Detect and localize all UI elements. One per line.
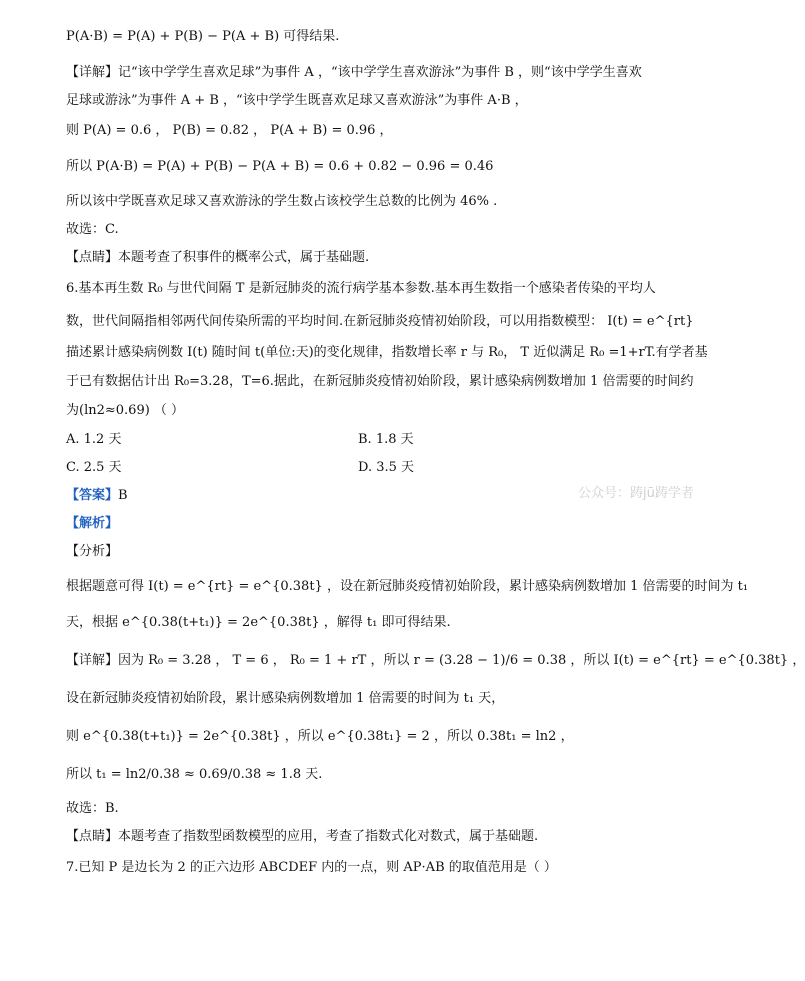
text-line: 则 P(A) = 0.6 ， P(B) = 0.82 ， P(A + B) = 0.96 ， xyxy=(66,123,393,138)
text-line: 【详解】因为 R₀ = 3.28 ， T = 6 ， R₀ = 1 + rT ，所以 r = (3.28 − 1)/6 = 0.38 ，所以 I(t) = e^{rt} = e^{0.38t} ， xyxy=(66,653,805,668)
text-line: 为(ln2≈0.69) （ ） xyxy=(66,403,185,418)
text-line: 则 e^{0.38(t+t₁)} = 2e^{0.38t} ，所以 e^{0.38t₁} = 2 ，所以 0.38t₁ = ln2 ， xyxy=(66,729,574,744)
text-line: 【分析】 xyxy=(66,544,119,559)
text-line: 所以 P(A·B) = P(A) + P(B) − P(A + B) = 0.6 + 0.82 − 0.96 = 0.46 xyxy=(66,159,494,174)
answer-line xyxy=(66,487,128,505)
option-a: A. 1.2 天 xyxy=(66,432,122,447)
text-line: 【点睛】本题考查了积事件的概率公式，属于基础题. xyxy=(66,250,370,265)
text-line: 【点睛】本题考查了指数型函数模型的应用，考查了指数式化对数式，属于基础题. xyxy=(66,829,539,844)
text-line: 设在新冠肺炎疫情初始阶段，累计感染病例数增加 1 倍需要的时间为 t₁ 天， xyxy=(66,691,505,706)
answer-value: B xyxy=(118,488,128,503)
text-line: 足球或游泳”为事件 A + B ，“该中学学生既喜欢足球又喜欢游泳”为事件 A·B ， xyxy=(66,93,528,108)
answer-label: 【答案】 xyxy=(66,488,119,503)
text-line: P(A·B) = P(A) + P(B) − P(A + B) 可得结果. xyxy=(66,29,340,44)
text-line: 根据题意可得 I(t) = e^{rt} = e^{0.38t} ，设在新冠肺炎疫情初始阶段，累计感染病例数增加 1 倍需要的时间为 t₁ xyxy=(66,579,749,594)
option-c: C. 2.5 天 xyxy=(66,460,122,475)
text-line: 所以该中学既喜欢足球又喜欢游泳的学生数占该校学生总数的比例为 46% . xyxy=(66,194,498,209)
question-6-stem: 6.基本再生数 R₀ 与世代间隔 T 是新冠肺炎的流行病学基本参数.基本再生数指一个感染者传染的平均人 xyxy=(66,281,656,296)
text-line: 【详解】记“该中学学生喜欢足球”为事件 A ，“该中学学生喜欢游泳”为事件 B ，则“该中学学生喜欢 xyxy=(66,65,642,80)
text-line: 故选：C. xyxy=(66,222,119,237)
option-d: D. 3.5 天 xyxy=(358,460,415,475)
text-line: 于已有数据估计出 R₀=3.28，T=6.据此，在新冠肺炎疫情初始阶段，累计感染病例数增加 1 倍需要的时间约 xyxy=(66,374,694,389)
text-line: 故选：B. xyxy=(66,801,119,816)
text-line: 所以 t₁ = ln2/0.38 ≈ 0.69/0.38 ≈ 1.8 天. xyxy=(66,767,323,782)
watermark: 公众号：踌jū踌学者 xyxy=(578,486,694,501)
question-7-stem: 7.已知 P 是边长为 2 的正六边形 ABCDEF 内的一点，则 AP·AB 的取值范用是（ ） xyxy=(66,860,557,875)
text-line: 描述累计感染病例数 I(t) 随时间 t(单位:天)的变化规律，指数增长率 r 与 R₀， T 近似满足 R₀ =1+rT.有学者基 xyxy=(66,345,708,360)
text-line: 数，世代间隔指相邻两代间传染所需的平均时间.在新冠肺炎疫情初始阶段，可以用指数模型： I(t) = e^{rt} xyxy=(66,314,694,329)
option-b: B. 1.8 天 xyxy=(358,432,414,447)
analysis-label: 【解析】 xyxy=(66,516,119,531)
text-line: 天，根据 e^{0.38(t+t₁)} = 2e^{0.38t} ，解得 t₁ 即可得结果. xyxy=(66,615,451,630)
